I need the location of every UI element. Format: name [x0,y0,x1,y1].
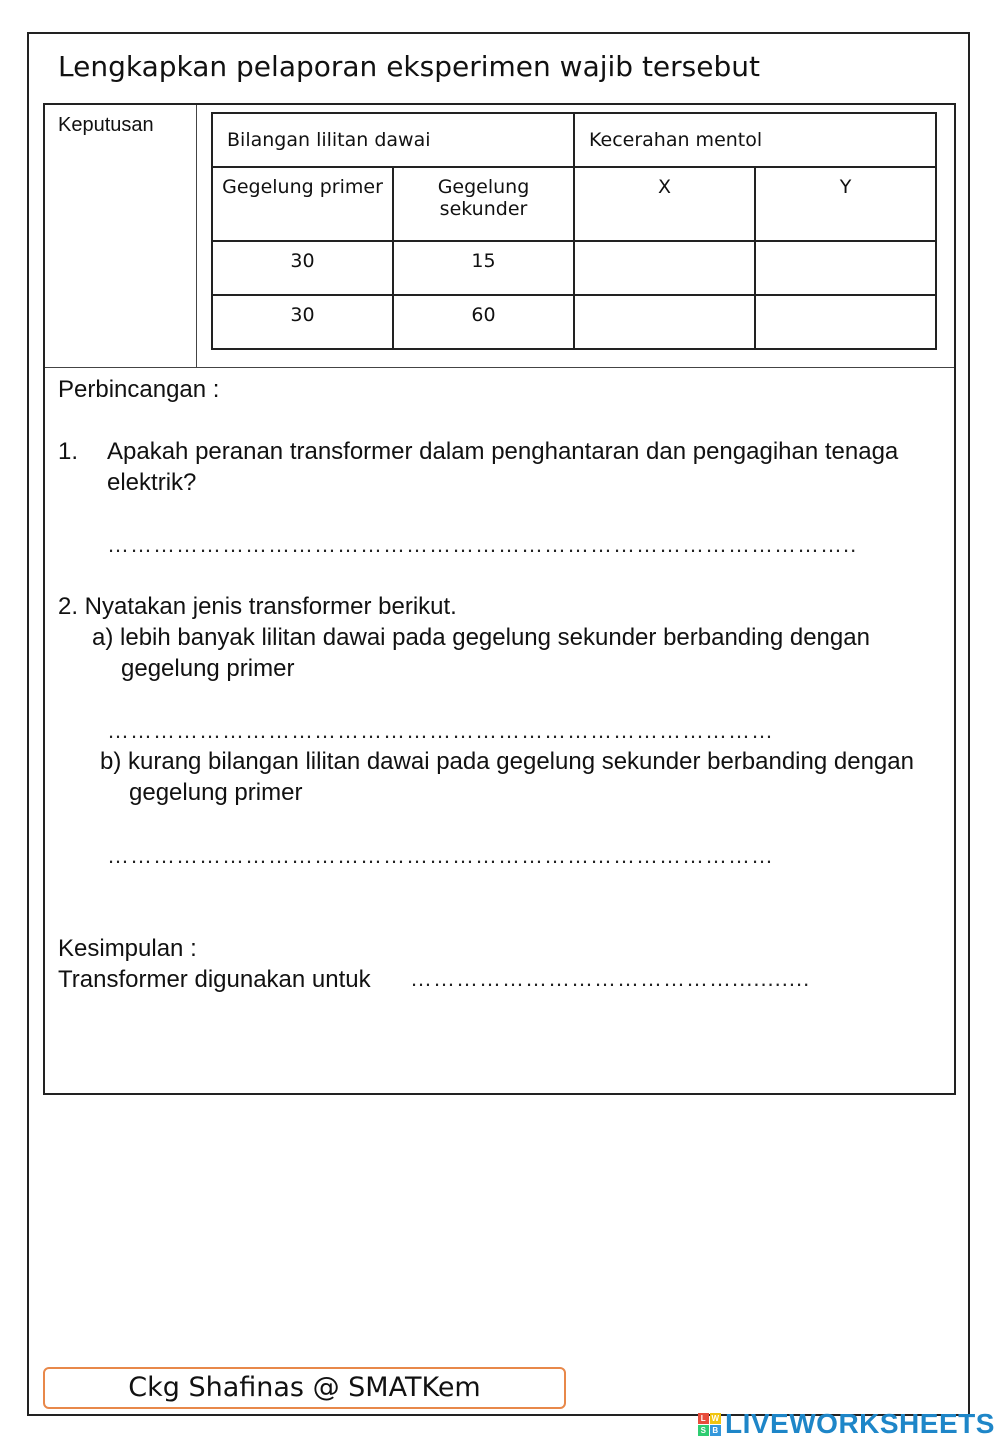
cell-y-answer[interactable] [755,295,936,349]
header-bilangan-lilitan: Bilangan lilitan dawai [212,113,574,167]
cell-primer: 30 [212,295,393,349]
header-gegelung-sekunder: Gegelung sekunder [393,167,574,241]
question-2a-text: a) lebih banyak lilitan dawai pada gegelung sekunder berbanding dengan gegelung primer [92,624,870,682]
section-divider [45,367,954,368]
kesimpulan-text: Transformer digunakan untuk [58,966,371,993]
question-2-text: 2. Nyatakan jenis transformer berikut. [58,593,457,620]
cell-x-answer[interactable] [574,295,755,349]
question-2b-text: b) kurang bilangan lilitan dawai pada gegelung sekunder berbanding dengan gegelung primer [100,748,914,806]
table-row [212,295,936,349]
results-table [211,112,937,350]
kesimpulan-label: Kesimpulan : [58,935,197,962]
keputusan-divider [196,105,197,367]
perbincangan-label: Perbincangan : [58,376,220,403]
question-2b-answer-line[interactable]: …………………………………………………………………………… [107,843,774,868]
table-row [212,241,936,295]
table-subheader-row [212,167,936,241]
header-x: X [574,167,755,241]
cell-sekunder: 60 [393,295,574,349]
cell-y-answer[interactable] [755,241,936,295]
header-kecerahan-mentol: Kecerahan mentol [574,113,936,167]
table-header-row [212,113,936,167]
cell-primer: 30 [212,241,393,295]
logo-mark-icon: L W S B [698,1413,721,1436]
author-credit: Ckg Shafinas @ SMATKem [43,1367,566,1409]
question-1-answer-line[interactable]: …………………………………………………………………………………….. [107,532,858,557]
keputusan-label: Keputusan [58,114,154,136]
cell-sekunder: 15 [393,241,574,295]
header-y: Y [755,167,936,241]
logo-text: LIVEWORKSHEETS [725,1408,995,1439]
question-1-number: 1. [58,438,79,465]
question-1-text: Apakah peranan transformer dalam penghantaran dan pengagihan tenaga elektrik? [107,438,899,496]
kesimpulan-answer-line[interactable]: ……………………………………........... [410,966,811,991]
liveworksheets-logo [698,1408,995,1440]
header-gegelung-primer: Gegelung primer [212,167,393,241]
question-2a-answer-line[interactable]: …………………………………………………………………………… [107,718,774,743]
cell-x-answer[interactable] [574,241,755,295]
page-title: Lengkapkan pelaporan eksperimen wajib tersebut [58,50,760,83]
